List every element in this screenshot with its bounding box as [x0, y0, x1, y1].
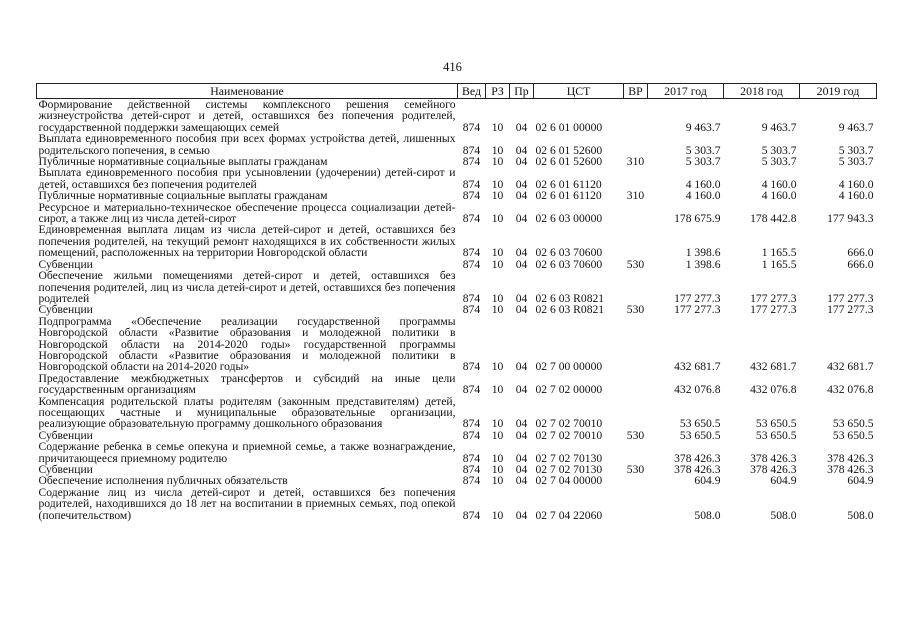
table-cell-rz: 10 [491, 155, 504, 169]
table-cell-ved: 874 [462, 474, 481, 488]
table-cell-rz: 10 [491, 508, 504, 522]
table-cell-name: Субвенции [38, 463, 93, 476]
table-cell-vr: 310 [626, 155, 645, 169]
table-cell-vr [624, 373, 648, 396]
table-cell-cst: 02 7 02 70010 [535, 417, 603, 431]
table-cell-cst: 02 7 02 70130 [535, 463, 603, 476]
table-cell-cst: 02 7 02 70130 [535, 451, 603, 465]
table-cell-2018: 432 076.8 [750, 383, 797, 397]
table-cell-vr [624, 224, 648, 258]
table-cell-rz: 10 [491, 428, 504, 442]
table-cell-pr: 04 [515, 360, 528, 374]
table-cell-pr: 04 [515, 155, 528, 169]
table-cell-cst: 02 6 01 52600 [535, 143, 603, 157]
table-cell-rz: 10 [491, 189, 504, 203]
table-body [37, 99, 877, 522]
table-cell-vr [624, 202, 648, 225]
table-cell-2018: 9 463.7 [761, 120, 797, 134]
table-cell-2018: 177 277.3 [750, 291, 797, 305]
table-row [37, 167, 877, 190]
table-cell-2018: 1 165.5 [761, 246, 797, 260]
header-cst: ЦСТ [534, 84, 624, 99]
table-cell-2017: 177 277.3 [674, 291, 721, 305]
table-cell-rz: 10 [491, 120, 504, 134]
table-cell-2019: 53 650.5 [832, 428, 874, 442]
table-cell-2017: 178 675.9 [674, 212, 721, 226]
table-cell-2019: 177 277.3 [827, 291, 874, 305]
table-cell-ved: 874 [462, 189, 481, 203]
table-cell-name: Содержание лиц из числа детей-сирот и детей, оставшихся без попечения родителей, находившихся до 18 лет на воспитании в приемных семьях, под опекой (попечительством) [38, 485, 456, 522]
table-cell-cst: 02 6 03 00000 [535, 212, 603, 226]
table-cell-pr: 04 [515, 291, 528, 305]
table-cell-cst: 02 7 04 00000 [535, 474, 603, 488]
page-number: 416 [443, 60, 462, 74]
table-cell-vr [624, 441, 648, 464]
table-cell-ved: 874 [462, 155, 481, 169]
table-cell-2017: 4 160.0 [685, 177, 721, 191]
table-cell-cst: 02 6 01 52600 [535, 155, 603, 169]
table-cell-rz: 10 [491, 463, 504, 476]
table-cell-rz: 10 [491, 417, 504, 431]
table-cell-cst: 02 7 02 00000 [535, 383, 603, 397]
table-cell-2017: 604.9 [694, 474, 721, 488]
table-cell-name: Подпрограмма «Обеспечение реализации государственной программы Новгородской области «Развитие образования и молодежной политики в Новгородской области на 2014-2020 годы» государственной программы Новгородской области «Развитие образования и молодежной политики в Новгородской области на 2014-2020 годы» [38, 314, 456, 374]
table-cell-2018: 508.0 [770, 508, 797, 522]
table-row [37, 99, 877, 134]
table-cell-ved: 874 [462, 291, 481, 305]
table-cell-2019: 177 943.3 [827, 212, 874, 226]
table-cell-vr: 310 [626, 189, 645, 203]
table-cell-ved: 874 [462, 463, 481, 476]
table-cell-2019: 5 303.7 [838, 143, 874, 157]
table-cell-rz: 10 [491, 143, 504, 157]
table-cell-2017: 1 398.6 [685, 246, 721, 260]
table-cell-pr: 04 [515, 417, 528, 431]
table-cell-vr: 530 [626, 428, 645, 442]
table-cell-pr: 04 [515, 474, 528, 488]
table-cell-rz: 10 [491, 291, 504, 305]
table-cell-cst: 02 6 03 R0821 [535, 291, 605, 305]
table-cell-2017: 9 463.7 [685, 120, 721, 134]
table-cell-pr: 04 [515, 120, 528, 134]
table-cell-2017: 5 303.7 [685, 143, 721, 157]
table-cell-2019: 508.0 [847, 508, 874, 522]
table-row [37, 487, 877, 521]
table-cell-pr: 04 [515, 383, 528, 397]
table-cell-2017: 432 681.7 [674, 360, 721, 374]
table-cell-pr: 04 [515, 451, 528, 465]
table-cell-ved: 874 [462, 451, 481, 465]
table-cell-cst: 02 6 03 70600 [535, 246, 603, 260]
table-cell-2017: 4 160.0 [685, 189, 721, 203]
table-row [37, 441, 877, 464]
table-cell-name: Обеспечение исполнения публичных обязательств [38, 474, 288, 488]
table-row [37, 190, 877, 201]
table-cell-rz: 10 [491, 451, 504, 465]
table-cell-rz: 10 [491, 257, 504, 271]
table-cell-vr [624, 270, 648, 304]
table-cell-2017: 53 650.5 [679, 417, 721, 431]
table-cell-ved: 874 [462, 417, 481, 431]
table-cell-2019: 378 426.3 [827, 451, 874, 465]
table-row [37, 224, 877, 258]
table-cell-ved: 874 [462, 303, 481, 317]
table-cell-vr [624, 167, 648, 190]
table-cell-2017: 53 650.5 [679, 428, 721, 442]
table-cell-2018: 378 426.3 [750, 451, 797, 465]
header-2019: 2019 год [800, 84, 877, 99]
table-cell-rz: 10 [491, 246, 504, 260]
table-cell-2019: 4 160.0 [838, 189, 874, 203]
table-cell-2019: 177 277.3 [827, 303, 874, 317]
table-cell-rz: 10 [491, 177, 504, 191]
table-row [37, 304, 877, 315]
table-row [37, 270, 877, 304]
table-cell-2018: 178 442.8 [750, 212, 797, 226]
table-cell-rz: 10 [491, 212, 504, 226]
table-cell-name: Единовременная выплата лицам из числа детей-сирот и детей, оставшихся без попечения родителей, на текущий ремонт находящихся в их собственности жилых помещений, расположенных на территории Новгородской области [38, 223, 456, 260]
table-cell-vr: 530 [626, 463, 645, 476]
table-cell-2017: 177 277.3 [674, 303, 721, 317]
table-cell-vr [624, 475, 648, 486]
table-cell-pr: 04 [515, 463, 528, 476]
table-cell-2017: 378 426.3 [674, 451, 721, 465]
table-cell-pr: 04 [515, 508, 528, 522]
table-cell-2019: 5 303.7 [838, 155, 874, 169]
table-cell-name: Субвенции [38, 428, 93, 442]
table-cell-2017: 508.0 [694, 508, 721, 522]
table-cell-name: Предоставление межбюджетных трансфертов и субсидий на иные цели государственным организациям [38, 371, 456, 397]
table-cell-rz: 10 [491, 383, 504, 397]
table-row [37, 202, 877, 225]
table-cell-2018: 604.9 [770, 474, 797, 488]
table-cell-cst: 02 6 01 61120 [535, 177, 602, 191]
table-cell-2017: 432 076.8 [674, 383, 721, 397]
table-cell-2019: 4 160.0 [838, 177, 874, 191]
table-cell-pr: 04 [515, 189, 528, 203]
header-pr: Пр [510, 84, 534, 99]
table-cell-2018: 53 650.5 [755, 417, 797, 431]
table-cell-2019: 666.0 [847, 257, 874, 271]
table-cell-name: Субвенции [38, 257, 93, 271]
table-cell-2019: 604.9 [847, 474, 874, 488]
table-row [37, 396, 877, 430]
table-cell-vr [624, 316, 648, 373]
table-cell-pr: 04 [515, 177, 528, 191]
table-cell-2018: 5 303.7 [761, 143, 797, 157]
budget-table [36, 83, 877, 521]
header-ved: Вед [458, 84, 486, 99]
table-cell-name: Обеспечение жильми помещениями детей-сирот и детей, оставшихся без попечения родителей, лиц из числа детей-сирот и детей, оставшихся без попечения родителей [38, 269, 456, 305]
table-cell-ved: 874 [462, 257, 481, 271]
table-cell-2017: 1 398.6 [685, 257, 721, 271]
table-cell-ved: 874 [462, 246, 481, 260]
table-cell-name: Ресурсное и материально-техническое обеспечение процесса социализации детей-сирот, а также лиц из числа детей-сирот [38, 200, 456, 226]
table-cell-name: Выплата единовременного пособия при всех формах устройства детей, лишенных родительского попечения, в семью [38, 132, 456, 157]
table-cell-vr: 530 [626, 257, 645, 271]
table-cell-ved: 874 [462, 120, 481, 134]
table-cell-vr [624, 396, 648, 430]
table-row [37, 373, 877, 396]
table-cell-2018: 432 681.7 [750, 360, 797, 374]
table-cell-2019: 9 463.7 [838, 120, 874, 134]
table-cell-pr: 04 [515, 257, 528, 271]
table-cell-vr: 530 [626, 303, 645, 317]
table-cell-ved: 874 [462, 177, 481, 191]
table-cell-vr [624, 487, 648, 521]
table-cell-pr: 04 [515, 428, 528, 442]
table-cell-2019: 53 650.5 [832, 417, 874, 431]
table-cell-ved: 874 [462, 383, 481, 397]
table-cell-name: Компенсация родительской платы родителям (законным представителям) детей, посещающих частные и муниципальные образовательные организации, реализующие образовательную программу дошкольного образования [38, 394, 456, 431]
table-cell-cst: 02 7 04 22060 [535, 508, 603, 522]
table-cell-cst: 02 6 01 00000 [535, 120, 603, 134]
table-cell-name: Публичные нормативные социальные выплаты гражданам [38, 155, 328, 169]
table-row [37, 316, 877, 373]
table-cell-ved: 874 [462, 360, 481, 374]
table-cell-cst: 02 6 03 R0821 [535, 303, 605, 317]
table-cell-name: Публичные нормативные социальные выплаты гражданам [38, 189, 328, 203]
table-cell-2018: 4 160.0 [761, 177, 797, 191]
table-cell-pr: 04 [515, 143, 528, 157]
table-row [37, 133, 877, 156]
header-vr: ВР [624, 84, 648, 99]
table-cell-2019: 378 426.3 [827, 463, 874, 476]
table-cell-pr: 04 [515, 246, 528, 260]
table-header-row [37, 84, 877, 99]
table-cell-rz: 10 [491, 360, 504, 374]
table-cell-2017: 378 426.3 [674, 463, 721, 476]
table-cell-rz: 10 [491, 303, 504, 317]
table-cell-ved: 874 [462, 143, 481, 157]
table-cell-cst: 02 6 03 70600 [535, 257, 603, 271]
table-cell-2019: 432 681.7 [827, 360, 874, 374]
table-cell-rz: 10 [491, 474, 504, 488]
table-cell-2019: 432 076.8 [827, 383, 874, 397]
table-cell-name: Содержание ребенка в семье опекуна и приемной семье, а также вознаграждение, причитающееся приемному родителю [38, 440, 456, 465]
table-cell-pr: 04 [515, 303, 528, 317]
table-cell-name: Формирование действенной системы комплексного решения семейного жизнеустройства детей-сирот и детей, оставшихся без попечения родителей, государственной поддержки замещающих семей [38, 98, 456, 134]
table-cell-cst: 02 7 02 70010 [535, 428, 603, 442]
table-cell-name: Субвенции [38, 303, 93, 317]
table-cell-2018: 177 277.3 [750, 303, 797, 317]
table-cell-2017: 5 303.7 [685, 155, 721, 169]
table-cell-cst: 02 6 01 61120 [535, 189, 602, 203]
table-cell-pr: 04 [515, 212, 528, 226]
table-cell-2018: 1 165.5 [761, 257, 797, 271]
header-rz: РЗ [486, 84, 510, 99]
table-cell-2019: 666.0 [847, 246, 874, 260]
header-2017: 2017 год [648, 84, 724, 99]
table-cell-2018: 378 426.3 [750, 463, 797, 476]
table-cell-ved: 874 [462, 212, 481, 226]
table-cell-name: Выплата единовременного пособия при усыновлении (удочерении) детей-сирот и детей, оставшихся без попечения родителей [38, 166, 456, 191]
table-cell-ved: 874 [462, 508, 481, 522]
table-cell-ved: 874 [462, 428, 481, 442]
table-cell-2018: 4 160.0 [761, 189, 797, 203]
table-cell-cst: 02 7 00 00000 [535, 360, 603, 374]
header-2018: 2018 год [724, 84, 800, 99]
table-cell-2018: 5 303.7 [761, 155, 797, 169]
header-name: Наименование [37, 84, 458, 99]
table-cell-vr [624, 99, 648, 134]
table-cell-vr [624, 133, 648, 156]
table-cell-2018: 53 650.5 [755, 428, 797, 442]
